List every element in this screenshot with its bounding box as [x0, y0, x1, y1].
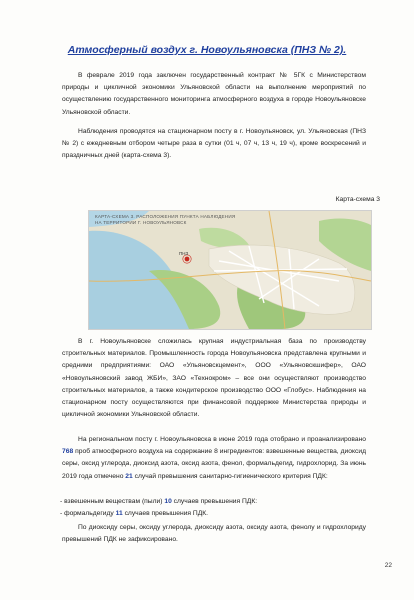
page-number: 22: [384, 562, 392, 569]
page-title: Атмосферный воздух г. Новоульяновска (ПНЗ № 2).: [67, 44, 347, 56]
map-image: [89, 211, 371, 329]
paragraph-industry: В г. Новоульяновске сложилась крупная индустриальная база по производству строительных материалов. Промышленность города Новоульяновска представлена крупными и средними предприятиями: ОАО «Ульяновскцемент», ООО «Ульяновскшифер», ОАО «Новоульяновский завод ЖБИ», ЗАО «Технокром» – все они осуществляют производство строительных материалов, а также кондитерское производство ООО «Глобус». Наблюдения на стационарном посту осуществляются при финансовой поддержке Министерства природы и цикличной экономики Ульяновской области.: [62, 338, 366, 419]
paragraph-no-exceedance: По диоксиду серы, оксиду углерода, диоксиду азота, оксиду азота, фенолу и гидрохлориду превышений ПДК не зафиксировано.: [62, 524, 366, 544]
paragraph-samples: [62, 434, 366, 483]
samples-count: 768: [62, 448, 74, 456]
dust-count: 10: [164, 498, 172, 505]
exceedance-count: 21: [125, 472, 133, 480]
paragraph-contract: В феврале 2019 года заключен государственный контракт № 5ГК с Министерством природы и цикличной экономики Ульяновской области на выполнение мероприятий по осуществлению государственного мониторинга атмосферного воздуха в городе Новоульяновске Ульяновской области.: [62, 72, 366, 116]
map-title-line1: КАРТА-СХЕМА 3. РАСПОЛОЖЕНИЯ ПУНКТА НАБЛЮДЕНИЯ: [95, 214, 236, 219]
bullet-formaldehyde: - формальдегиду 11 случаев превышения ПДК.: [60, 510, 209, 517]
station-marker-icon: [185, 257, 190, 262]
samples-text-2: проб атмосферного воздуха на содержание 8 ингредиентов: взвешенные вещества, диоксид серы, оксид углерода, диоксид азота, оксид азота, фенол, формальдегид, гидрохлорид. За июнь 2019 года отмечено: [62, 448, 366, 480]
map-title-line2: НА ТЕРРИТОРИИ Г. НОВОУЛЬЯНОВСК: [95, 219, 187, 225]
location-map: [88, 210, 372, 330]
map-caption: Карта-схема 3: [335, 196, 380, 203]
formaldehyde-count: 11: [115, 510, 123, 517]
samples-text-1: На региональном посту г. Новоульяновска в июне 2019 года отобрано и проанализировано: [78, 436, 366, 443]
bullet-dust: - взвешенным веществам (пыли) 10 случаев превышения ПДК:: [60, 498, 258, 505]
map-marker-label: ПНЗ: [179, 251, 189, 256]
paragraph-observations: Наблюдения проводятся на стационарном посту в г. Новоульяновск, ул. Ульяновская (ПНЗ № 2) с ежедневным отбором четыре раза в сутки (01 ч, 07 ч, 13 ч, 19 ч), кроме воскресений и праздничных дней (карта-схема 3).: [62, 128, 366, 160]
samples-text-3: случай превышения санитарно-гигиенического критерия ПДК:: [132, 472, 328, 480]
